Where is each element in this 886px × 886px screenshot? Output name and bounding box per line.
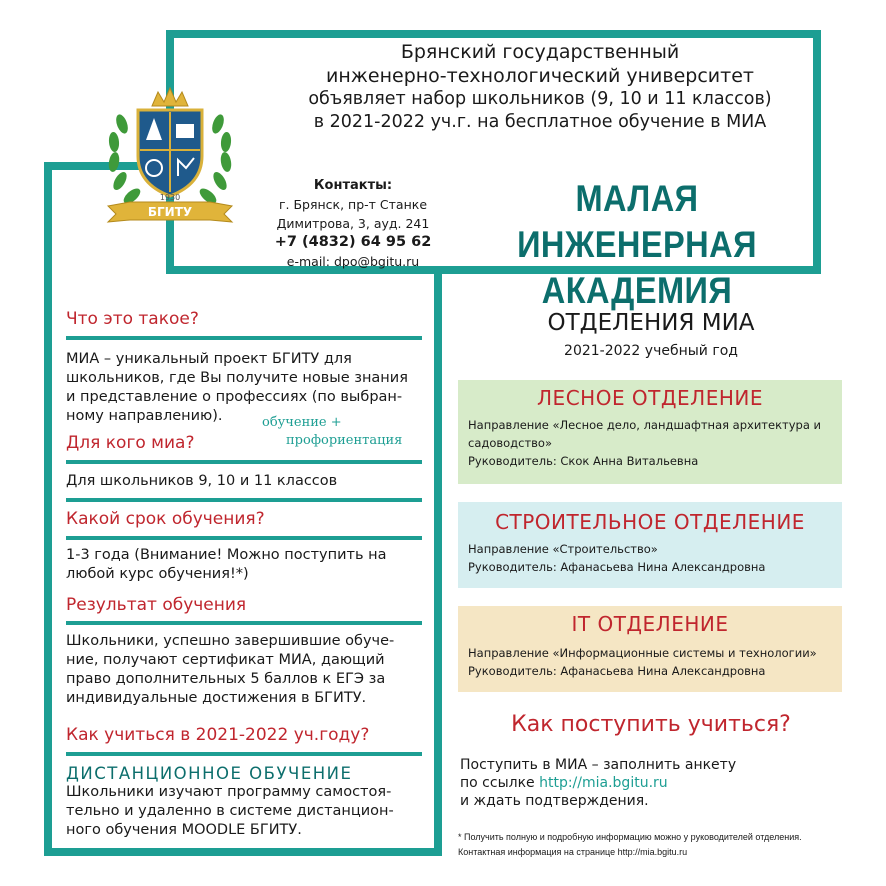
note-line-1: обучение + (262, 415, 342, 430)
answer-line: индивидуальные достижения в БГИТУ. (66, 690, 367, 706)
answer-line: ному направлению). (66, 408, 223, 424)
answer-line: Школьники, успешно завершившие обуче- (66, 633, 395, 649)
faq-answer-3 (66, 546, 422, 584)
footnote (458, 830, 858, 860)
department-line: Направление «Лесное дело, ландшафтная архитектура и (468, 418, 822, 432)
department-title: IT ОТДЕЛЕНИЕ (571, 612, 729, 636)
departments-title: ОТДЕЛЕНИЯ МИА (547, 310, 755, 336)
distance-heading: ДИСТАНЦИОННОЕ ОБУЧЕНИЕ (66, 764, 353, 783)
logo-name: БГИТУ (147, 205, 193, 219)
department-line: Направление «Информационные системы и технологии» (468, 646, 817, 660)
note-line-2: профориентация (286, 433, 403, 448)
faq-question-2: Для кого миа? (66, 433, 195, 453)
university-line-2: инженерно-технологический университет (326, 65, 754, 87)
department-line: садоводство» (468, 436, 552, 450)
department-forest (458, 380, 842, 484)
faq-answer-2 (66, 472, 422, 491)
email[interactable]: e-mail: dpo@bgitu.ru (286, 254, 420, 269)
phone[interactable]: +7 (4832) 64 95 62 (274, 234, 432, 250)
department-line: Направление «Строительство» (468, 542, 658, 556)
answer-line: и представление о профессиях (по выбран- (66, 389, 403, 405)
how-line-1: Поступить в МИА – заполнить анкету (460, 757, 737, 773)
answer-line: Для школьников 9, 10 и 11 классов (66, 473, 338, 489)
answer-line: ние, получают сертификат МИА, дающий (66, 652, 385, 668)
divider (66, 752, 422, 756)
header (270, 40, 810, 134)
bgitu-logo (100, 84, 240, 234)
answer-line: 1-3 года (Внимание! Можно поступить на (66, 547, 387, 563)
address-line-2: Димитрова, 3, ауд. 241 (276, 216, 430, 231)
footnote-line-1: * Получить полную и подробную информацию можно у руководителей отделения. (458, 832, 802, 842)
main-title (474, 176, 800, 314)
department-title: СТРОИТЕЛЬНОЕ ОТДЕЛЕНИЕ (495, 510, 805, 534)
contacts-heading: Контакты: (313, 178, 393, 193)
footnote-line-2: Контактная информация на странице http://mia.bgitu.ru (458, 847, 688, 857)
address-line-1: г. Брянск, пр-т Станке (278, 197, 428, 212)
university-line-1: Брянский государственный (400, 41, 680, 63)
main-title-line-1: МАЛАЯ ИНЖЕНЕРНАЯ (517, 178, 757, 265)
divider (66, 460, 422, 464)
how-line-2 (460, 774, 840, 792)
logo-year: 1930 (159, 193, 181, 202)
answer-line: школьников, где Вы получите новые знания (66, 370, 408, 386)
faq-answer-4 (66, 632, 422, 708)
announce-line-2: в 2021-2022 уч.г. на бесплатное обучение в МИА (313, 112, 767, 132)
department-line: Руководитель: Скок Анна Витальевна (468, 454, 699, 468)
how-text (460, 756, 840, 810)
divider (66, 336, 422, 340)
how-line-3: и ждать подтверждения. (460, 793, 649, 809)
distance-line: ного обучения MOODLE БГИТУ. (66, 822, 302, 838)
divider (66, 498, 422, 502)
department-construction (458, 502, 842, 588)
mia-link[interactable]: http://mia.bgitu.ru (539, 775, 668, 791)
faq-question-5: Как учиться в 2021-2022 уч.году? (66, 725, 370, 745)
contacts (258, 176, 448, 271)
answer-line: любой курс обучения!*) (66, 566, 249, 582)
answer-line: право дополнительных 5 баллов к ЕГЭ за (66, 671, 386, 687)
faq-question-1: Что это такое? (66, 309, 199, 329)
divider (66, 536, 422, 540)
main-title-line-2: АКАДЕМИЯ (541, 270, 733, 311)
department-title: ЛЕСНОЕ ОТДЕЛЕНИЕ (537, 386, 763, 410)
how-title: Как поступить учиться? (511, 712, 791, 737)
divider (66, 621, 422, 625)
announce-line-1: объявляет набор школьников (9, 10 и 11 классов) (308, 89, 772, 109)
faq-question-4: Результат обучения (66, 595, 247, 615)
distance-line: тельно и удаленно в системе дистанцион- (66, 803, 394, 819)
faq-question-3: Какой срок обучения? (66, 509, 265, 529)
department-line: Руководитель: Афанасьева Нина Александровна (468, 560, 766, 574)
departments-year: 2021-2022 учебный год (564, 343, 738, 359)
distance-section (66, 764, 422, 840)
answer-line: МИА – уникальный проект БГИТУ для (66, 351, 352, 367)
distance-line: Школьники изучают программу самостоя- (66, 784, 392, 800)
how-line-2-prefix: по ссылке (460, 775, 540, 791)
department-it (458, 606, 842, 692)
department-line: Руководитель: Афанасьева Нина Александровна (468, 664, 766, 678)
